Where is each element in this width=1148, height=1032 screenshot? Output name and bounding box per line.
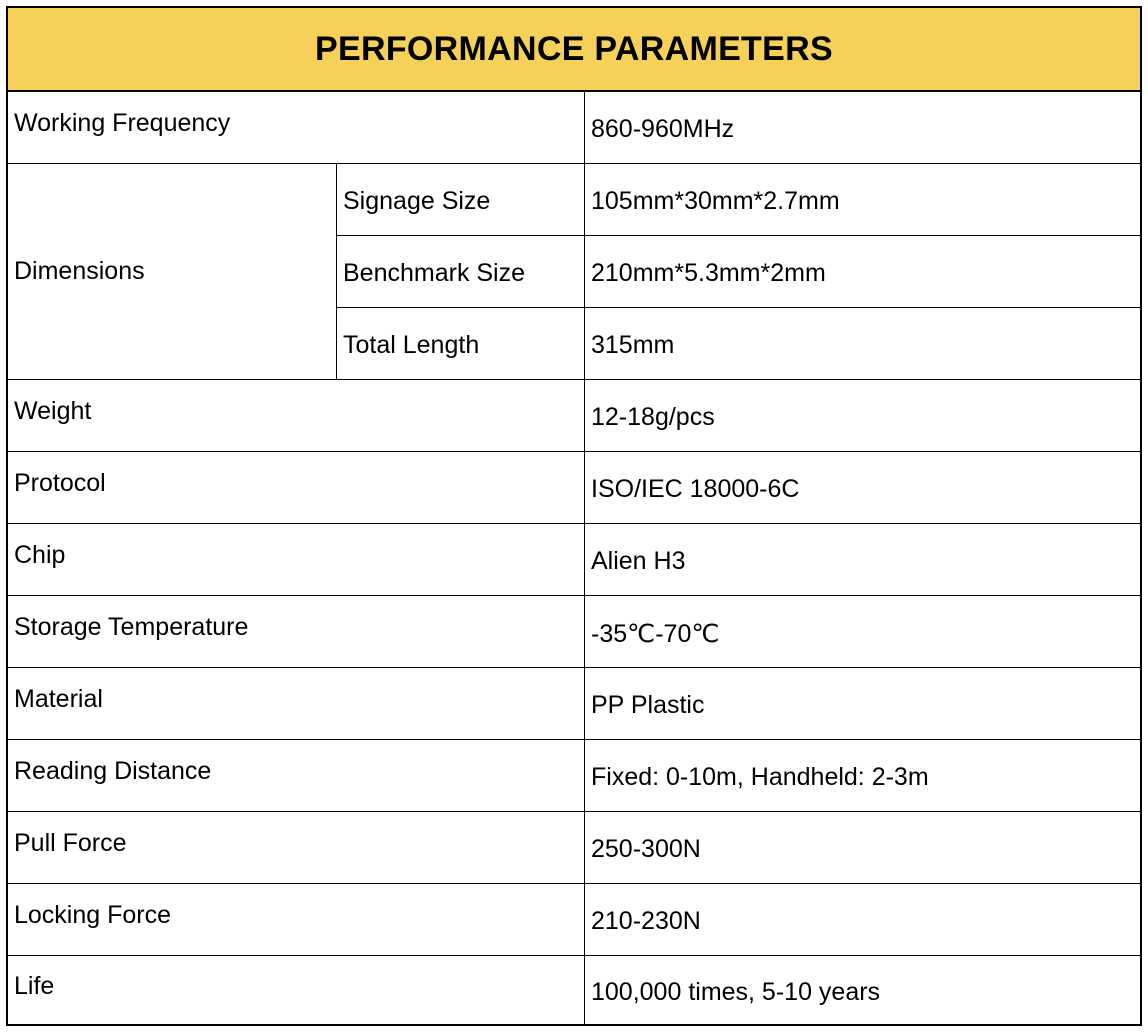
performance-parameters-table	[6, 6, 1142, 1026]
sub-value-signage-size: 105mm*30mm*2.7mm	[584, 164, 1140, 236]
row-label-locking-force: Locking Force	[8, 884, 584, 956]
row-label-protocol: Protocol	[8, 452, 584, 524]
sub-label-signage-size: Signage Size	[336, 164, 584, 236]
row-label-life: Life	[14, 971, 55, 1000]
row-value-storage-temperature: -35℃-70℃	[584, 596, 1140, 668]
row-value-reading-distance: Fixed: 0-10m, Handheld: 2-3m	[584, 740, 1140, 812]
sub-value-total-length: 315mm	[584, 308, 1140, 380]
row-label-pull-force: Pull Force	[8, 812, 584, 884]
sub-value-benchmark-size: 210mm*5.3mm*2mm	[584, 236, 1140, 308]
row-label-weight: Weight	[8, 380, 584, 452]
row-value-locking-force: 210-230N	[584, 884, 1140, 956]
row-value-working-frequency: 860-960MHz	[584, 92, 1140, 164]
table-title: PERFORMANCE PARAMETERS	[8, 8, 1140, 92]
row-value-protocol: ISO/IEC 18000-6C	[584, 452, 1140, 524]
sub-label-total-length: Total Length	[336, 308, 584, 380]
row-label-chip: Chip	[8, 524, 584, 596]
row-value-weight: 12-18g/pcs	[584, 380, 1140, 452]
row-value-material: PP Plastic	[584, 668, 1140, 740]
row-label-reading-distance: Reading Distance	[8, 740, 584, 812]
row-label-working-frequency: Working Frequency	[8, 92, 584, 164]
sub-label-benchmark-size: Benchmark Size	[336, 236, 584, 308]
row-label-material: Material	[8, 668, 584, 740]
row-value-pull-force: 250-300N	[584, 812, 1140, 884]
row-label-storage-temperature: Storage Temperature	[8, 596, 584, 668]
row-value-life: 100,000 times, 5-10 years	[584, 956, 1140, 1024]
row-value-chip: Alien H3	[584, 524, 1140, 596]
row-label-dimensions: Dimensions	[8, 164, 336, 380]
